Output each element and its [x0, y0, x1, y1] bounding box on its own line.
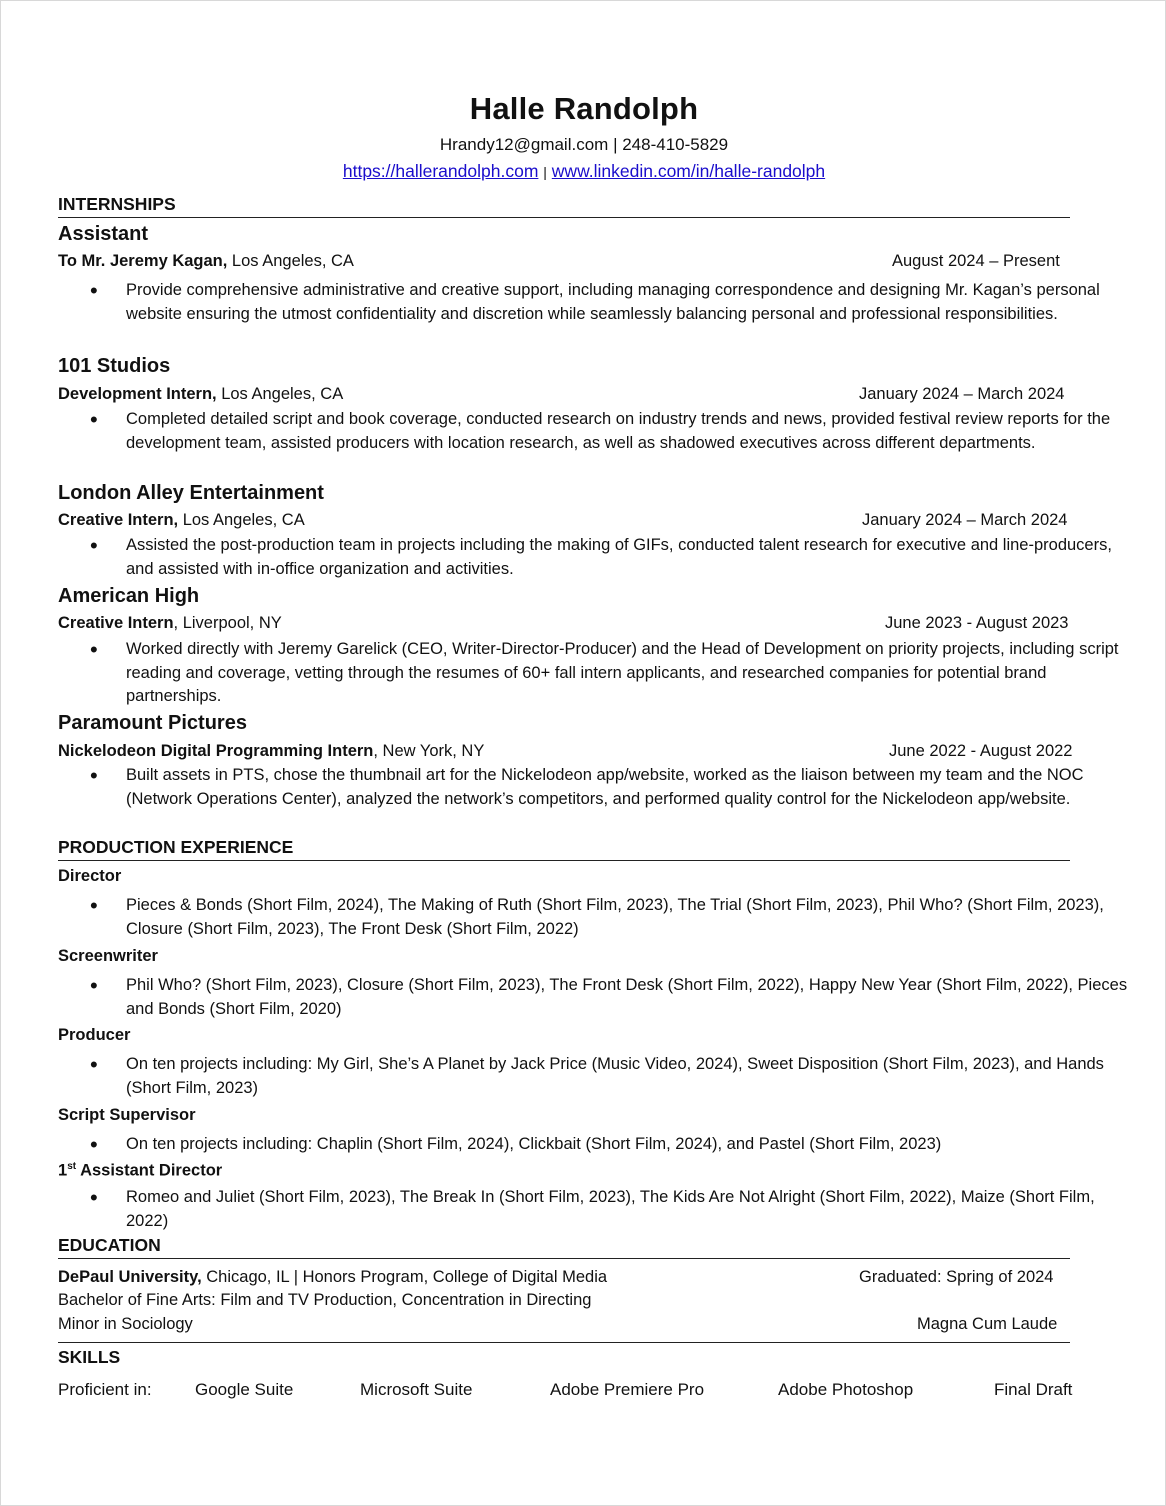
section-divider	[58, 1342, 1070, 1343]
production-credits: On ten projects including: Chaplin (Short Film, 2024), Clickbait (Short Film, 2024), and Pastel (Short Film, 2023)	[126, 1135, 942, 1153]
internship-role: Creative Intern, Liverpool, NY	[58, 614, 282, 632]
email-address: Hrandy12@gmail.com	[439, 135, 609, 154]
bullet-icon: •	[90, 407, 98, 432]
production-role-title: Producer	[58, 1026, 131, 1044]
production-credits: Romeo and Juliet (Short Film, 2023), The Break In (Short Film, 2023), The Kids Are Not Alright (Short Film, 2022), Maize (Short Film, 2022)	[126, 1188, 1095, 1230]
internship-date: June 2023 - August 2023	[885, 614, 1069, 632]
bullet-icon: •	[90, 278, 98, 303]
production-credits: On ten projects including: My Girl, She’s A Planet by Jack Price (Music Video, 2024), Sweet Disposition (Short Film, 2023), and Hands (Short Film, 2023)	[126, 1055, 1104, 1097]
internship-description: Completed detailed script and book coverage, conducted research on industry trends and news, provided festival review reports for the development team, assisted producers with location research, as well as shadowed executives across different departments.	[126, 410, 1111, 452]
skill-item: Adobe Photoshop	[778, 1380, 914, 1399]
school-line: DePaul University, Chicago, IL | Honors Program, College of Digital Media	[58, 1268, 608, 1286]
bullet-icon: •	[90, 973, 98, 998]
internship-date: January 2024 – March 2024	[859, 385, 1065, 403]
section-divider	[58, 1258, 1070, 1259]
internship-org: American High	[58, 585, 200, 607]
bullet-icon: •	[90, 533, 98, 558]
phone-number: 248-410-5829	[622, 135, 729, 154]
section-divider	[58, 860, 1070, 861]
degree-line: Bachelor of Fine Arts: Film and TV Production, Concentration in Directing	[58, 1291, 592, 1309]
bullet-icon: •	[90, 637, 98, 662]
internship-description: Assisted the post-production team in projects including the making of GIFs, conducted talent research for executive and line-producers, and assisted with in-office organization and activities.	[126, 536, 1112, 578]
website-link[interactable]: https://hallerandolph.com	[342, 161, 539, 181]
production-credits: Phil Who? (Short Film, 2023), Closure (Short Film, 2023), The Front Desk (Short Film, 2022), Happy New Year (Short Film, 2022), Pieces and Bonds (Short Film, 2020)	[126, 976, 1128, 1018]
bullet-icon: •	[90, 1185, 98, 1210]
production-role-title: Director	[58, 867, 122, 885]
contact-line	[1, 135, 1166, 155]
internship-description: Worked directly with Jeremy Garelick (CEO, Writer-Director-Producer) and the Head of Development on priority projects, including script reading and coverage, vetting through the resumes of 60+ fall intern applicants, and researched companies for potential brand partnerships.	[126, 640, 1119, 706]
internship-description: Provide comprehensive administrative and creative support, including managing correspondence and designing Mr. Kagan’s personal website ensuring the utmost confidentiality and discretion while seamlessly balancing personal and professional responsibilities.	[126, 281, 1100, 323]
internship-description: Built assets in PTS, chose the thumbnail art for the Nickelodeon app/website, worked as the liaison between my team and the NOC (Network Operations Center), analyzed the network’s competitors, and performed quality control for the Nickelodeon app/website.	[126, 766, 1084, 808]
bullet-icon: •	[90, 763, 98, 788]
production-role-title: Script Supervisor	[58, 1106, 196, 1124]
honors-line: Magna Cum Laude	[917, 1315, 1058, 1333]
internship-date: August 2024 – Present	[892, 252, 1060, 270]
internship-org: London Alley Entertainment	[58, 482, 324, 504]
bullet-icon: •	[90, 1052, 98, 1077]
applicant-name: Halle Randolph	[469, 91, 699, 126]
internship-org: Paramount Pictures	[58, 712, 247, 734]
section-divider	[58, 217, 1070, 218]
linkedin-link[interactable]: www.linkedin.com/in/halle-randolph	[551, 161, 826, 181]
production-credits: Pieces & Bonds (Short Film, 2024), The Making of Ruth (Short Film, 2023), The Trial (Short Film, 2023), Phil Who? (Short Film, 2023), Closure (Short Film, 2023), The Front Desk (Short Film, 2022)	[126, 896, 1104, 938]
skill-item: Google Suite	[195, 1380, 294, 1399]
bullet-icon: •	[90, 1132, 98, 1157]
contact-separator: |	[613, 135, 618, 154]
skill-item: Microsoft Suite	[360, 1380, 473, 1399]
production-role-title: 1st Assistant Director	[58, 1161, 223, 1180]
internship-date: January 2024 – March 2024	[862, 511, 1068, 529]
education-heading: EDUCATION	[58, 1235, 161, 1255]
skill-item: Final Draft	[994, 1380, 1073, 1399]
minor-line: Minor in Sociology	[58, 1315, 193, 1333]
skills-label: Proficient in:	[58, 1380, 152, 1399]
skill-item: Adobe Premiere Pro	[550, 1380, 705, 1399]
internship-role: Development Intern, Los Angeles, CA	[58, 385, 344, 403]
graduation-date: Graduated: Spring of 2024	[859, 1268, 1054, 1286]
internship-role: To Mr. Jeremy Kagan, Los Angeles, CA	[58, 252, 354, 270]
skills-heading: SKILLS	[58, 1347, 121, 1367]
links-separator: |	[543, 164, 547, 180]
production-role-title: Screenwriter	[58, 947, 158, 965]
internship-role: Nickelodeon Digital Programming Intern, New York, NY	[58, 742, 485, 760]
links-line	[1, 161, 1166, 182]
internship-org: 101 Studios	[58, 355, 171, 377]
production-heading: PRODUCTION EXPERIENCE	[58, 837, 294, 857]
internship-date: June 2022 - August 2022	[889, 742, 1073, 760]
internships-heading: INTERNSHIPS	[58, 194, 176, 214]
internship-org: Assistant	[58, 223, 149, 245]
bullet-icon: •	[90, 893, 98, 918]
internship-role: Creative Intern, Los Angeles, CA	[58, 511, 305, 529]
